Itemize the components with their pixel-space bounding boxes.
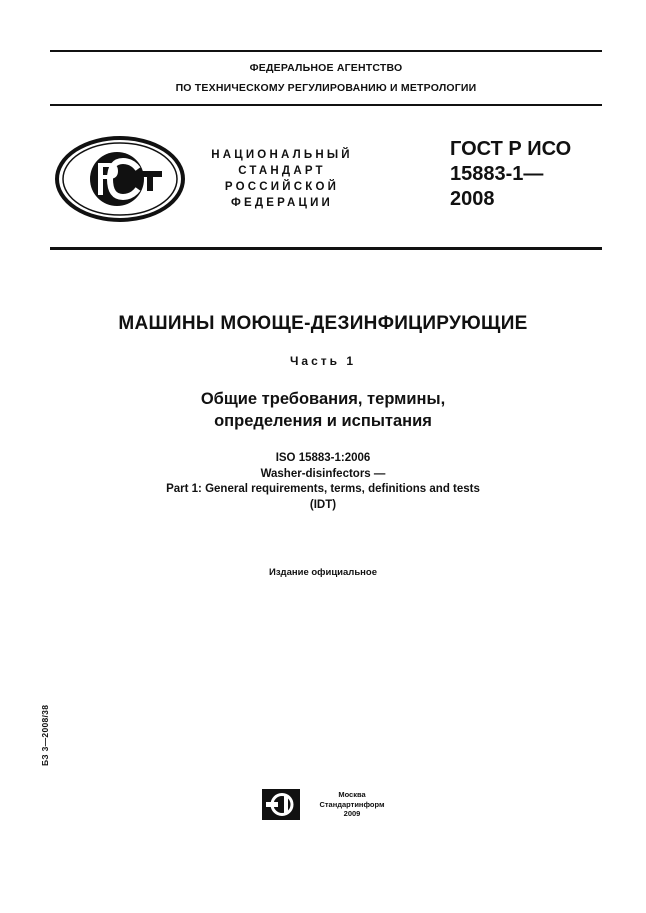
designation-line-3: 2008 xyxy=(450,188,495,210)
agency-rule xyxy=(50,104,602,106)
iso-title-line-2: Part 1: General requirements, terms, definitions and tests xyxy=(166,483,480,495)
subtitle-line-1: Общие требования, термины, xyxy=(200,390,446,408)
document-title: МАШИНЫ МОЮЩЕ-ДЕЗИНФИЦИРУЮЩИЕ xyxy=(118,313,528,334)
iso-identity: (IDT) xyxy=(309,498,337,511)
top-rule xyxy=(50,50,602,52)
rst-certification-mark-icon xyxy=(54,135,186,223)
standartinform-logo-icon xyxy=(262,789,300,820)
national-standard-line-2: СТАНДАРТ xyxy=(238,165,326,177)
publisher-block xyxy=(306,790,398,819)
side-note: БЗ 3—2008/38 xyxy=(40,704,50,766)
iso-title-line-1: Washer-disinfectors — xyxy=(260,467,386,480)
official-edition-label: Издание официальное xyxy=(269,567,377,578)
standard-designation xyxy=(450,137,571,212)
agency-line-1: ФЕДЕРАЛЬНОЕ АГЕНТСТВО xyxy=(249,62,403,74)
national-standard-line-4: ФЕДЕРАЦИИ xyxy=(230,197,334,209)
header-bottom-rule xyxy=(50,247,602,250)
national-standard-line-1: НАЦИОНАЛЬНЫЙ xyxy=(211,149,353,161)
publication-year: 2009 xyxy=(343,809,361,818)
part-number: Часть 1 xyxy=(289,354,357,368)
agency-line-2: ПО ТЕХНИЧЕСКОМУ РЕГУЛИРОВАНИЮ И МЕТРОЛОГИИ xyxy=(175,82,477,94)
iso-number: ISO 15883-1:2006 xyxy=(275,452,371,464)
designation-line-1: ГОСТ Р ИСО xyxy=(450,138,572,160)
publisher-name: Стандартинформ xyxy=(319,799,385,809)
publisher-city: Москва xyxy=(338,790,366,799)
national-standard-line-3: РОССИЙСКОЙ xyxy=(224,181,340,193)
iso-reference xyxy=(0,451,646,513)
document-subtitle xyxy=(0,388,646,432)
subtitle-line-2: определения и испытания xyxy=(214,412,432,430)
designation-line-2: 15883-1— xyxy=(450,163,544,185)
national-standard-block xyxy=(198,147,366,211)
